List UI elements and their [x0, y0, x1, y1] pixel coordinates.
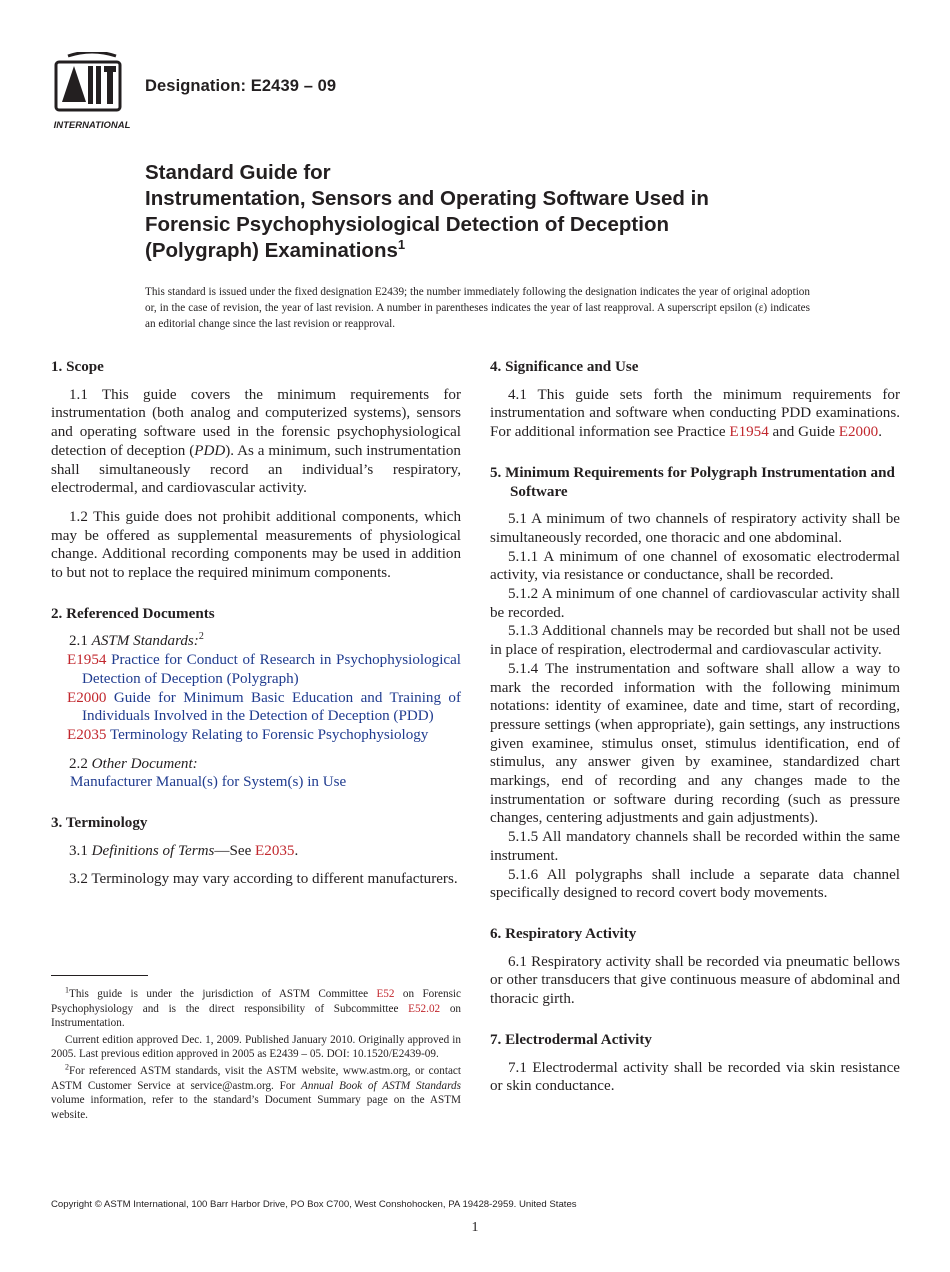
footnotes	[51, 987, 461, 1124]
footnote-ref-2: 2	[198, 631, 204, 643]
para-2-1: 2.1 ASTM Standards:$^2$	[69, 631, 204, 650]
footnote-rule	[51, 975, 148, 976]
page-number: 1	[471, 1220, 479, 1235]
title-footnote-mark: 1	[397, 237, 406, 253]
astm-logo-subtitle: INTERNATIONAL	[53, 120, 131, 130]
left-column	[51, 358, 461, 889]
e1954-link[interactable]: E1954	[729, 424, 769, 441]
section-6-heading: 6. Respiratory Activity	[490, 925, 637, 942]
footnote-1: $^1$This guide is under the jurisdiction of ASTM Committee E52 on Forensic Psychophysiology and is the direct responsibility of Subcommittee E52.02 on Instrumentation.	[51, 985, 462, 1030]
right-column	[490, 358, 900, 1096]
para-5-1-3: 5.1.3 Additional channels may be recorded but shall not be used in place of respiration, electrodermal and cardiovascular activity.	[490, 623, 900, 659]
section-3-heading: 3. Terminology	[51, 815, 148, 832]
ref-e1954[interactable]: E1954 Practice for Conduct of Research in Psychophysiological Detection of Deception (Polygraph)	[67, 652, 461, 687]
e2035-link[interactable]: E2035	[255, 842, 295, 859]
document-title	[145, 160, 845, 264]
para-4-1: 4.1 This guide sets forth the minimum requirements for instrumentation and software when conducting PDD examinations. For additional information see Practice E1954 and Guide E2000.	[490, 386, 900, 441]
para-5-1-5: 5.1.5 All mandatory channels shall be recorded within the same instrument.	[490, 829, 900, 864]
footnote-2: $^2$For referenced ASTM standards, visit the ASTM website, www.astm.org, or contact ASTM Customer Service at service@astm.org. For Annual Book of ASTM Standards volume information, refer to the standard’s Document Summary page on the ASTM website.	[51, 1062, 461, 1121]
e52-link[interactable]: E52	[376, 988, 395, 1000]
section-2-heading: 2. Referenced Documents	[51, 605, 215, 622]
astm-logo-emblem	[56, 52, 120, 110]
section-4-heading: 4. Significance and Use	[490, 359, 639, 375]
para-7-1: 7.1 Electrodermal activity shall be recorded via skin resistance or skin conductance.	[490, 1059, 900, 1095]
manufacturer-manual-link[interactable]: Manufacturer Manual(s) for System(s) in Use	[70, 774, 347, 791]
para-5-1-6: 5.1.6 All polygraphs shall include a separate data channel specifically designed to record covert body movements.	[490, 866, 900, 902]
section-1-heading: 1. Scope	[51, 359, 104, 375]
astm-logo	[52, 52, 134, 130]
para-5-1: 5.1 A minimum of two channels of respiratory activity shall be simultaneously recorded, one thoracic and one abdominal.	[490, 511, 900, 546]
e2000-link[interactable]: E2000	[838, 424, 879, 441]
section-5-heading: 5. Minimum Requirements for Polygraph Instrumentation and Software	[490, 464, 895, 500]
para-3-1: 3.1 Definitions of Terms—See E2035.	[69, 842, 299, 859]
e52-02-link[interactable]: E52.02	[408, 1002, 441, 1015]
para-1-2: 1.2 This guide does not prohibit additional components, which may be offered as supplemental measurements of physiological change. Additional recording components may be used in addition to but not to replace the required minimum components.	[51, 508, 461, 582]
copyright-line: Copyright © ASTM International, 100 Barr Harbor Drive, PO Box C700, West Conshohocken, PA 19428-2959. United States	[51, 1199, 577, 1210]
ref-e2035[interactable]: E2035 Terminology Relating to Forensic Psychophysiology	[67, 726, 429, 743]
title-line-2: Instrumentation, Sensors and Operating Software Used in	[145, 187, 709, 210]
issuance-notice: This standard is issued under the fixed designation E2439; the number immediately following the designation indicates the year of original adoption or, in the case of revision, the year of last revision. A number in parentheses indicates the year of last reapproval. A superscript epsilon (ε) indicates an editorial change since the last revision or reapproval.	[145, 286, 810, 330]
title-line-4: (Polygraph) Examinations	[145, 239, 398, 262]
pdd-abbrev: PDD	[194, 442, 226, 459]
footnote-1-edition: Current edition approved Dec. 1, 2009. Published January 2010. Originally approved in 2005. Last previous edition approved in 2005 as E2439 – 05. DOI: 10.1520/E2439-09.	[51, 1033, 461, 1061]
para-3-2: 3.2 Terminology may vary according to different manufacturers.	[69, 871, 458, 888]
para-1-1: 1.1 This guide covers the minimum requirements for instrumentation (both analog and computerized systems), sensors and operating software used in the forensic psychophysiological detection of deception (PDD). As a minimum, such instrumentation shall simultaneously record an individual’s respiratory, electrodermal, and cardiovascular activity.	[51, 386, 461, 497]
designation: Designation: E2439 – 09	[145, 77, 337, 95]
para-2-2: 2.2 Other Document:	[69, 755, 198, 772]
section-7-heading: 7. Electrodermal Activity	[490, 1031, 652, 1048]
para-5-1-2: 5.1.2 A minimum of one channel of cardiovascular activity shall be recorded.	[490, 586, 900, 621]
para-5-1-4: 5.1.4 The instrumentation and software shall allow a way to mark the recorded information with the following minimum notations: identity of examinee, date and time, start of recording, pressure settings (when appropriate), gain settings, any instructions given examinee, stimulus onset, stimulus identification, end of stimulus, any answer given by examinee, standardized chart markings, end of recording and any changes made to the instrumentation or software during recording (such as pressure changes, centering adjustments and gain adjustments).	[490, 660, 900, 827]
ref-e2000[interactable]: E2000 Guide for Minimum Basic Education and Training of Individuals Involved in the Detection of Deception (PDD)	[67, 689, 461, 725]
title-line-3: Forensic Psychophysiological Detection of Deception	[145, 213, 669, 236]
para-5-1-1: 5.1.1 A minimum of one channel of exosomatic electrodermal activity, via resistance or conductance, shall be recorded.	[490, 548, 900, 584]
para-6-1: 6.1 Respiratory activity shall be recorded via pneumatic bellows or other transducers that give continuous measure of abdominal and thoracic girth.	[490, 953, 900, 1008]
title-line-1: Standard Guide for	[145, 161, 331, 184]
